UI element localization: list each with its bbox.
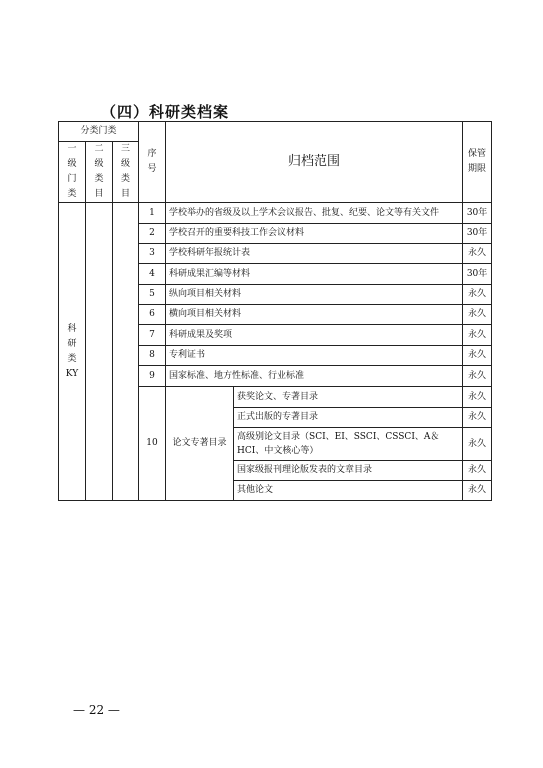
- row-scope: 科研成果汇编等材料: [166, 264, 463, 285]
- row-period: 30年: [463, 203, 492, 224]
- row-period: 永久: [463, 346, 492, 366]
- row-number: 6: [139, 305, 166, 325]
- row-period: 永久: [463, 305, 492, 325]
- group-item-scope: 高级别论文目录（SCI、EI、SSCI、CSSCI、A＆HCI、中文核心等）: [234, 428, 463, 461]
- level3-empty-cell: [113, 203, 139, 501]
- row-scope: 学校科研年报统计表: [166, 244, 463, 264]
- header-serial: 序 号: [139, 122, 166, 203]
- header-level2: 二 级 类 目: [86, 142, 113, 203]
- category-cell: 科 研 类 KY: [59, 203, 86, 501]
- row-scope: 专利证书: [166, 346, 463, 366]
- header-row-1: [59, 122, 492, 142]
- header-scope: 归档范围: [166, 122, 463, 203]
- group-item-period: 永久: [463, 387, 492, 408]
- group-row-number: 10: [139, 387, 166, 501]
- row-period: 永久: [463, 285, 492, 305]
- row-number: 3: [139, 244, 166, 264]
- header-level1: 一 级 门 类: [59, 142, 86, 203]
- group-item-period: 永久: [463, 461, 492, 481]
- row-scope: 纵向项目相关材料: [166, 285, 463, 305]
- header-retention: 保管 期限: [463, 122, 492, 203]
- group-item-period: 永久: [463, 481, 492, 501]
- row-number: 5: [139, 285, 166, 305]
- row-period: 永久: [463, 325, 492, 346]
- section-title: （四）科研类档案: [101, 103, 230, 121]
- row-number: 1: [139, 203, 166, 224]
- row-number: 8: [139, 346, 166, 366]
- group-item-scope: 正式出版的专著目录: [234, 408, 463, 428]
- table-row: [59, 203, 492, 224]
- group-item-scope: 获奖论文、专著目录: [234, 387, 463, 408]
- row-number: 2: [139, 224, 166, 244]
- row-period: 永久: [463, 366, 492, 387]
- level2-empty-cell: [86, 203, 113, 501]
- row-scope: 学校召开的重要科技工作会议材料: [166, 224, 463, 244]
- row-scope: 横向项目相关材料: [166, 305, 463, 325]
- header-level3: 三 级 类 目: [113, 142, 139, 203]
- row-scope: 国家标准、地方性标准、行业标准: [166, 366, 463, 387]
- row-period: 30年: [463, 224, 492, 244]
- group-item-period: 永久: [463, 408, 492, 428]
- row-number: 4: [139, 264, 166, 285]
- row-scope: 学校举办的省级及以上学术会议报告、批复、纪要、论文等有关文件: [166, 203, 463, 224]
- row-period: 30年: [463, 264, 492, 285]
- row-number: 9: [139, 366, 166, 387]
- group-row-label: 论文专著目录: [166, 387, 234, 501]
- group-item-scope: 其他论文: [234, 481, 463, 501]
- header-group-cell: 分类门类: [59, 122, 139, 142]
- group-item-scope: 国家级报刊理论版发表的文章目录: [234, 461, 463, 481]
- row-period: 永久: [463, 244, 492, 264]
- group-item-period: 永久: [463, 428, 492, 461]
- page-number: — 22 —: [73, 703, 120, 717]
- row-number: 7: [139, 325, 166, 346]
- archive-table: [58, 121, 492, 501]
- row-scope: 科研成果及奖项: [166, 325, 463, 346]
